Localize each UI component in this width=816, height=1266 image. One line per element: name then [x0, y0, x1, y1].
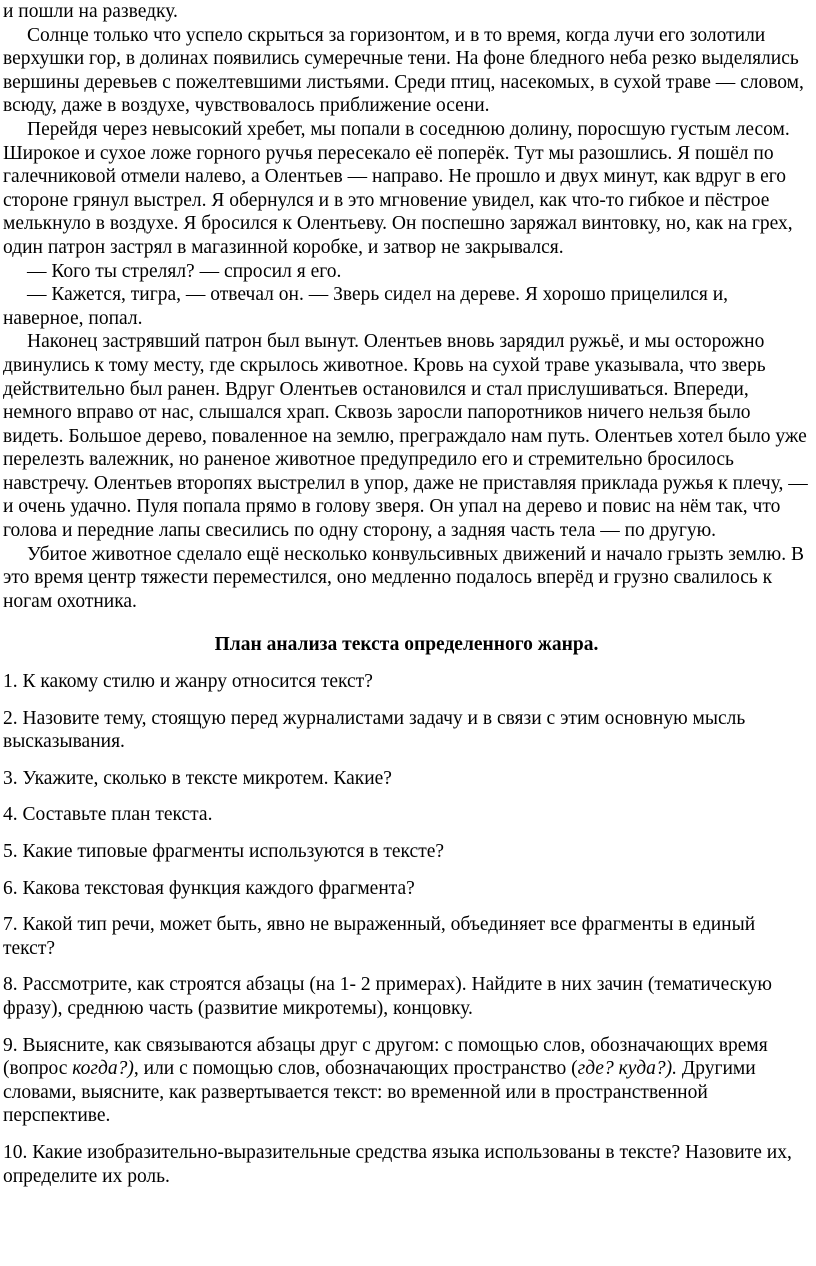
plan-question-3: 3. Укажите, сколько в тексте микротем. Какие? — [3, 767, 392, 789]
plan-question-4: 4. Составьте план текста. — [3, 804, 213, 826]
story-paragraph-0: и пошли на разведку. — [3, 1, 178, 22]
story-text — [3, 0, 810, 613]
q9-italic-when: когда?) — [72, 1058, 134, 1080]
story-paragraph-2: Перейдя через невысокий хребет, мы попали в соседнюю долину, поросшую густым лесом. Широкое и сухое ложе горного ручья пересекало её поперёк. Тут мы разошлись. Я пошёл по галечниковой отмели налево, а Олентьев — направо. Не прошло и двух минут, как вдруг в его стороне грянул выстрел. Я обернулся и в это мгновение увидел, как что-то гибкое и пёстрое мелькнуло в воздухе. Я бросился к Олентьеву. Он поспешно заряжал винтовку, но, как на грех, один патрон застрял в магазинной коробке, и затвор не закрывался. — [3, 118, 793, 258]
q9-text-c: , или с помощью слов, обозначающих пространство ( — [133, 1058, 578, 1080]
plan-heading: План анализа текста определенного жанра. — [214, 634, 599, 656]
plan-question-5: 5. Какие типовые фрагменты используются в тексте? — [3, 841, 445, 862]
story-paragraph-6: Убитое животное сделало ещё несколько конвульсивных движений и начало грызть землю. В это время центр тяжести переместился, оно медленно подалось вперёд и грузно свалилось к ногам охотника. — [3, 543, 804, 612]
plan-question-1: 1. К какому стилю и жанру относится текст? — [3, 671, 373, 693]
plan-questions — [3, 670, 810, 1188]
story-paragraph-1: Солнце только что успело скрыться за горизонтом, и в то время, когда лучи его золотили верхушки гор, в долинах появились сумеречные тени. На фоне бледного неба резко выделялись вершины деревьев с пожелтевшими листьями. Среди птиц, насекомых, в сухой траве — словом, всюду, даже в воздухе, чувствовалось приближение осени. — [3, 24, 804, 117]
plan-question-8: 8. Рассмотрите, как строятся абзацы (на 1- 2 примерах). Найдите в них зачин (тематическую фразу), среднюю часть (развитие микротемы), концовку. — [3, 974, 772, 1019]
plan-question-6: 6. Какова текстовая функция каждого фрагмента? — [3, 877, 415, 899]
story-paragraph-5: Наконец застрявший патрон был вынут. Олентьев вновь зарядил ружьё, и мы осторожно двинулись к тому месту, где скрылось животное. Кровь на сухой траве указывала, что зверь действительно был ранен. Вдруг Олентьев остановился и стал прислушиваться. Впереди, немного вправо от нас, слышался храп. Сквозь заросли папоротников ничего нельзя было видеть. Большое дерево, поваленное на землю, преграждало нам путь. Олентьев хотел было уже перелезть валежник, но раненое животное предупредило его и стремительно бросилось навстречу. Олентьев второпях выстрелил в упор, даже не приставляя приклада ружья к плечу, — и очень удачно. Пуля попала прямо в голову зверя. Он упал на дерево и повис на нём так, что голова и передние лапы свесились по одну сторону, а задняя часть тела — по другую. — [3, 331, 808, 542]
plan-question-2: 2. Назовите тему, стоящую перед журналистами задачу и в связи с этим основную мысль высказывания. — [3, 707, 746, 753]
plan-question-10: 10. Какие изобразительно-выразительные средства языка использованы в тексте? Назовите их, определите их роль. — [3, 1141, 792, 1187]
story-dialogue-2: — Кажется, тигра, — отвечал он. — Зверь сидел на дереве. Я хорошо прицелился и, наверное, попал. — [3, 284, 729, 329]
q9-italic-where: где? куда?). — [577, 1058, 678, 1080]
plan-question-7: 7. Какой тип речи, может быть, явно не выраженный, объединяет все фрагменты в единый текст? — [3, 914, 756, 959]
plan-question-9 — [3, 1034, 810, 1128]
story-dialogue-1: — Кого ты стрелял? — спросил я его. — [27, 260, 342, 282]
q9-text-e: Другими словами, выясните, как развертывается текст: во временной или в пространственной перспективе. — [3, 1058, 756, 1127]
q9-text-a: 9. Выясните, как связываются абзацы друг с другом: с помощью слов, обозначающих время (вопрос — [3, 1034, 768, 1080]
